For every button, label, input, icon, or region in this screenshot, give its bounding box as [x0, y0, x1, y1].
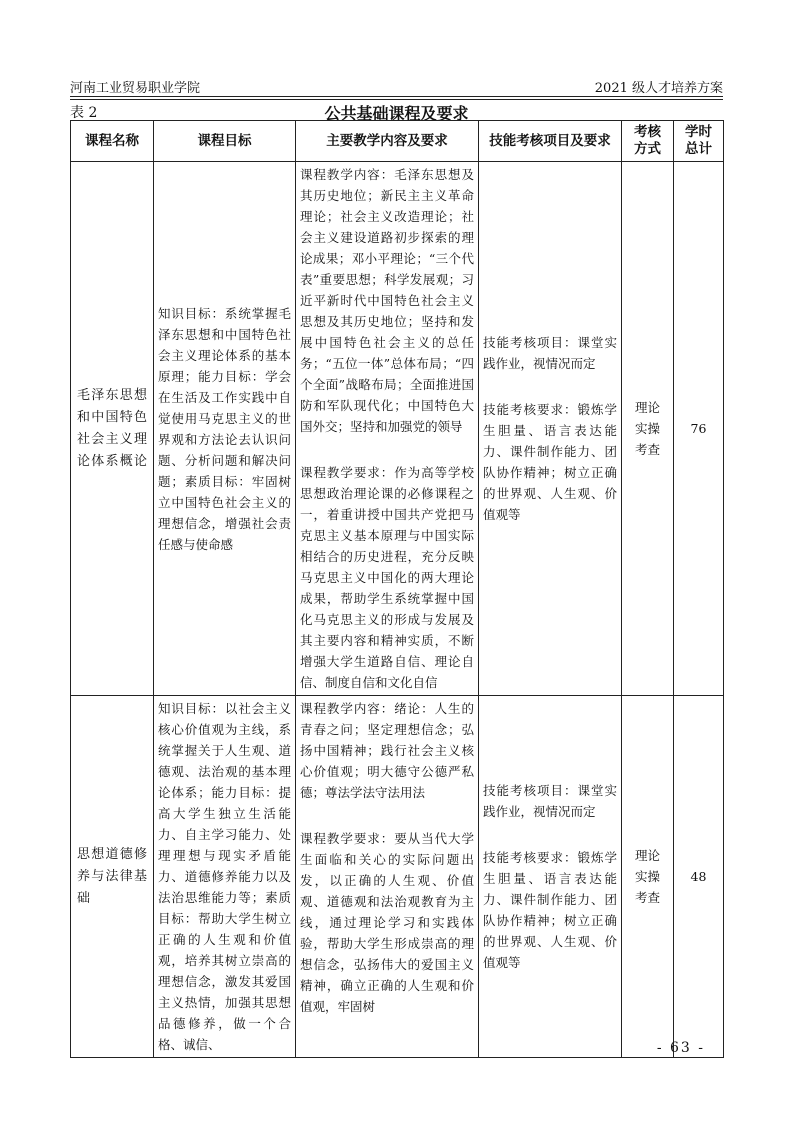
- course-name-cell: [71, 162, 154, 696]
- col-header-goal: 课程目标: [154, 121, 296, 162]
- course-content: 课程教学内容：绪论：人生的青春之问；坚定理想信念；弘扬中国精神；践行社会主义核心价值观；明大德守公德严私德；尊法学法守法用法: [300, 701, 474, 800]
- course-name: 思想道德修养与法律基础: [77, 846, 147, 906]
- course-table: [70, 120, 724, 1058]
- course-goal-cell: [154, 696, 296, 1058]
- hours-cell: [674, 162, 724, 696]
- skill-requirement: 技能考核要求：锻炼学生胆量、语言表达能力、课件制作能力、团队协作精神；树立正确的世界观、人生观、价值观等: [483, 402, 617, 522]
- course-goal: 知识目标：系统掌握毛泽东思想和中国特色社会主义理论体系的基本原理；能力目标：学会在生活及工作实践中自觉使用马克思主义的世界观和方法论去认识问题、分析问题和解决问题；素质目标：牢固树立中国特色社会主义的理想信念，增强社会责任感与使命感: [158, 305, 291, 552]
- skill-item: 技能考核项目：课堂实践作业，视情况而定: [483, 783, 617, 819]
- assessment-method: 理论实操考查: [634, 848, 660, 905]
- course-requirement: 课程教学要求：作为高等学校思想政治理论课的必修课程之一，着重讲授中国共产党把马克思主义基本原理与中国实际相结合的历史进程，充分反映马克思主义中国化的两大理论成果，帮助学生系统掌握中国化马克思主义的形成与发展及其主要内容和精神实质，不断增强大学生道路自信、理论自信、制度自信和文化自信: [300, 465, 474, 690]
- document-title: 2021 级人才培养方案: [594, 81, 723, 96]
- table-title: 公共基础课程及要求: [324, 104, 469, 123]
- skill-requirement: 技能考核要求：锻炼学生胆量、语言表达能力、课件制作能力、团队协作精神；树立正确的世界观、人生观、价值观等: [483, 850, 617, 970]
- assessment-method-cell: [622, 162, 674, 696]
- course-name-cell: [71, 696, 154, 1058]
- total-hours: 76: [690, 421, 707, 436]
- page-number: - 63 -: [656, 1040, 705, 1056]
- table-number: 表 2: [70, 105, 98, 121]
- total-hours: 48: [690, 869, 707, 884]
- page-header: [70, 74, 723, 96]
- skill-cell: [479, 696, 622, 1058]
- col-header-course-name: 课程名称: [71, 121, 154, 162]
- col-header-skill: 技能考核项目及要求: [479, 121, 622, 162]
- header-rule: [70, 96, 723, 97]
- assessment-method: 理论实操考查: [634, 400, 660, 457]
- course-content: 课程教学内容：毛泽东思想及其历史地位；新民主主义革命理论；社会主义改造理论；社会主义建设道路初步探索的理论成果；邓小平理论；“三个代表”重要思想；科学发展观；习近平新时代中国特色社会主义思想及其历史地位；坚持和发展中国特色社会主义的总任务；“五位一体”总体布局；“四个全面”战略布局；全面推进国防和军队现代化；中国特色大国外交；坚持和加强党的领导: [300, 167, 474, 434]
- course-content-cell: [296, 162, 479, 696]
- course-content-cell: [296, 696, 479, 1058]
- course-goal: 知识目标：以社会主义核心价值观为主线，系统掌握关于人生观、道德观、法治观的基本理论体系；能力目标：提高大学生独立生活能力、自主学习能力、处理理想与现实矛盾能力、道德修养能力以及法治思维能力等；素质目标：帮助大学生树立正确的人生观和价值观，培养其树立崇高的理想信念，激发其爱国主义热情，加强其思想品德修养，做一个合格、诚信、: [158, 701, 291, 1052]
- col-header-method: 考核方式: [622, 121, 674, 162]
- col-header-content: 主要教学内容及要求: [296, 121, 479, 162]
- table-caption: [70, 101, 723, 121]
- course-name: 毛泽东思想和中国特色社会主义理论体系概论: [77, 387, 147, 469]
- hours-cell: [674, 696, 724, 1058]
- skill-item: 技能考核项目：课堂实践作业，视情况而定: [483, 335, 617, 371]
- skill-cell: [479, 162, 622, 696]
- header-rule-double: [70, 99, 723, 100]
- col-header-hours: 学时总计: [674, 121, 724, 162]
- school-name: 河南工业贸易职业学院: [70, 81, 201, 96]
- assessment-method-cell: [622, 696, 674, 1058]
- table-row: [71, 696, 724, 1058]
- table-header-row: [71, 121, 724, 162]
- table-row: [71, 162, 724, 696]
- course-goal-cell: [154, 162, 296, 696]
- course-requirement: 课程教学要求：要从当代大学生面临和关心的实际问题出发，以正确的人生观、价值观、道德观和法治观教育为主线，通过理论学习和实践体验，帮助大学生形成崇高的理想信念，弘扬伟大的爱国主义精神，确立正确的人生观和价值观，牢固树: [300, 831, 474, 1014]
